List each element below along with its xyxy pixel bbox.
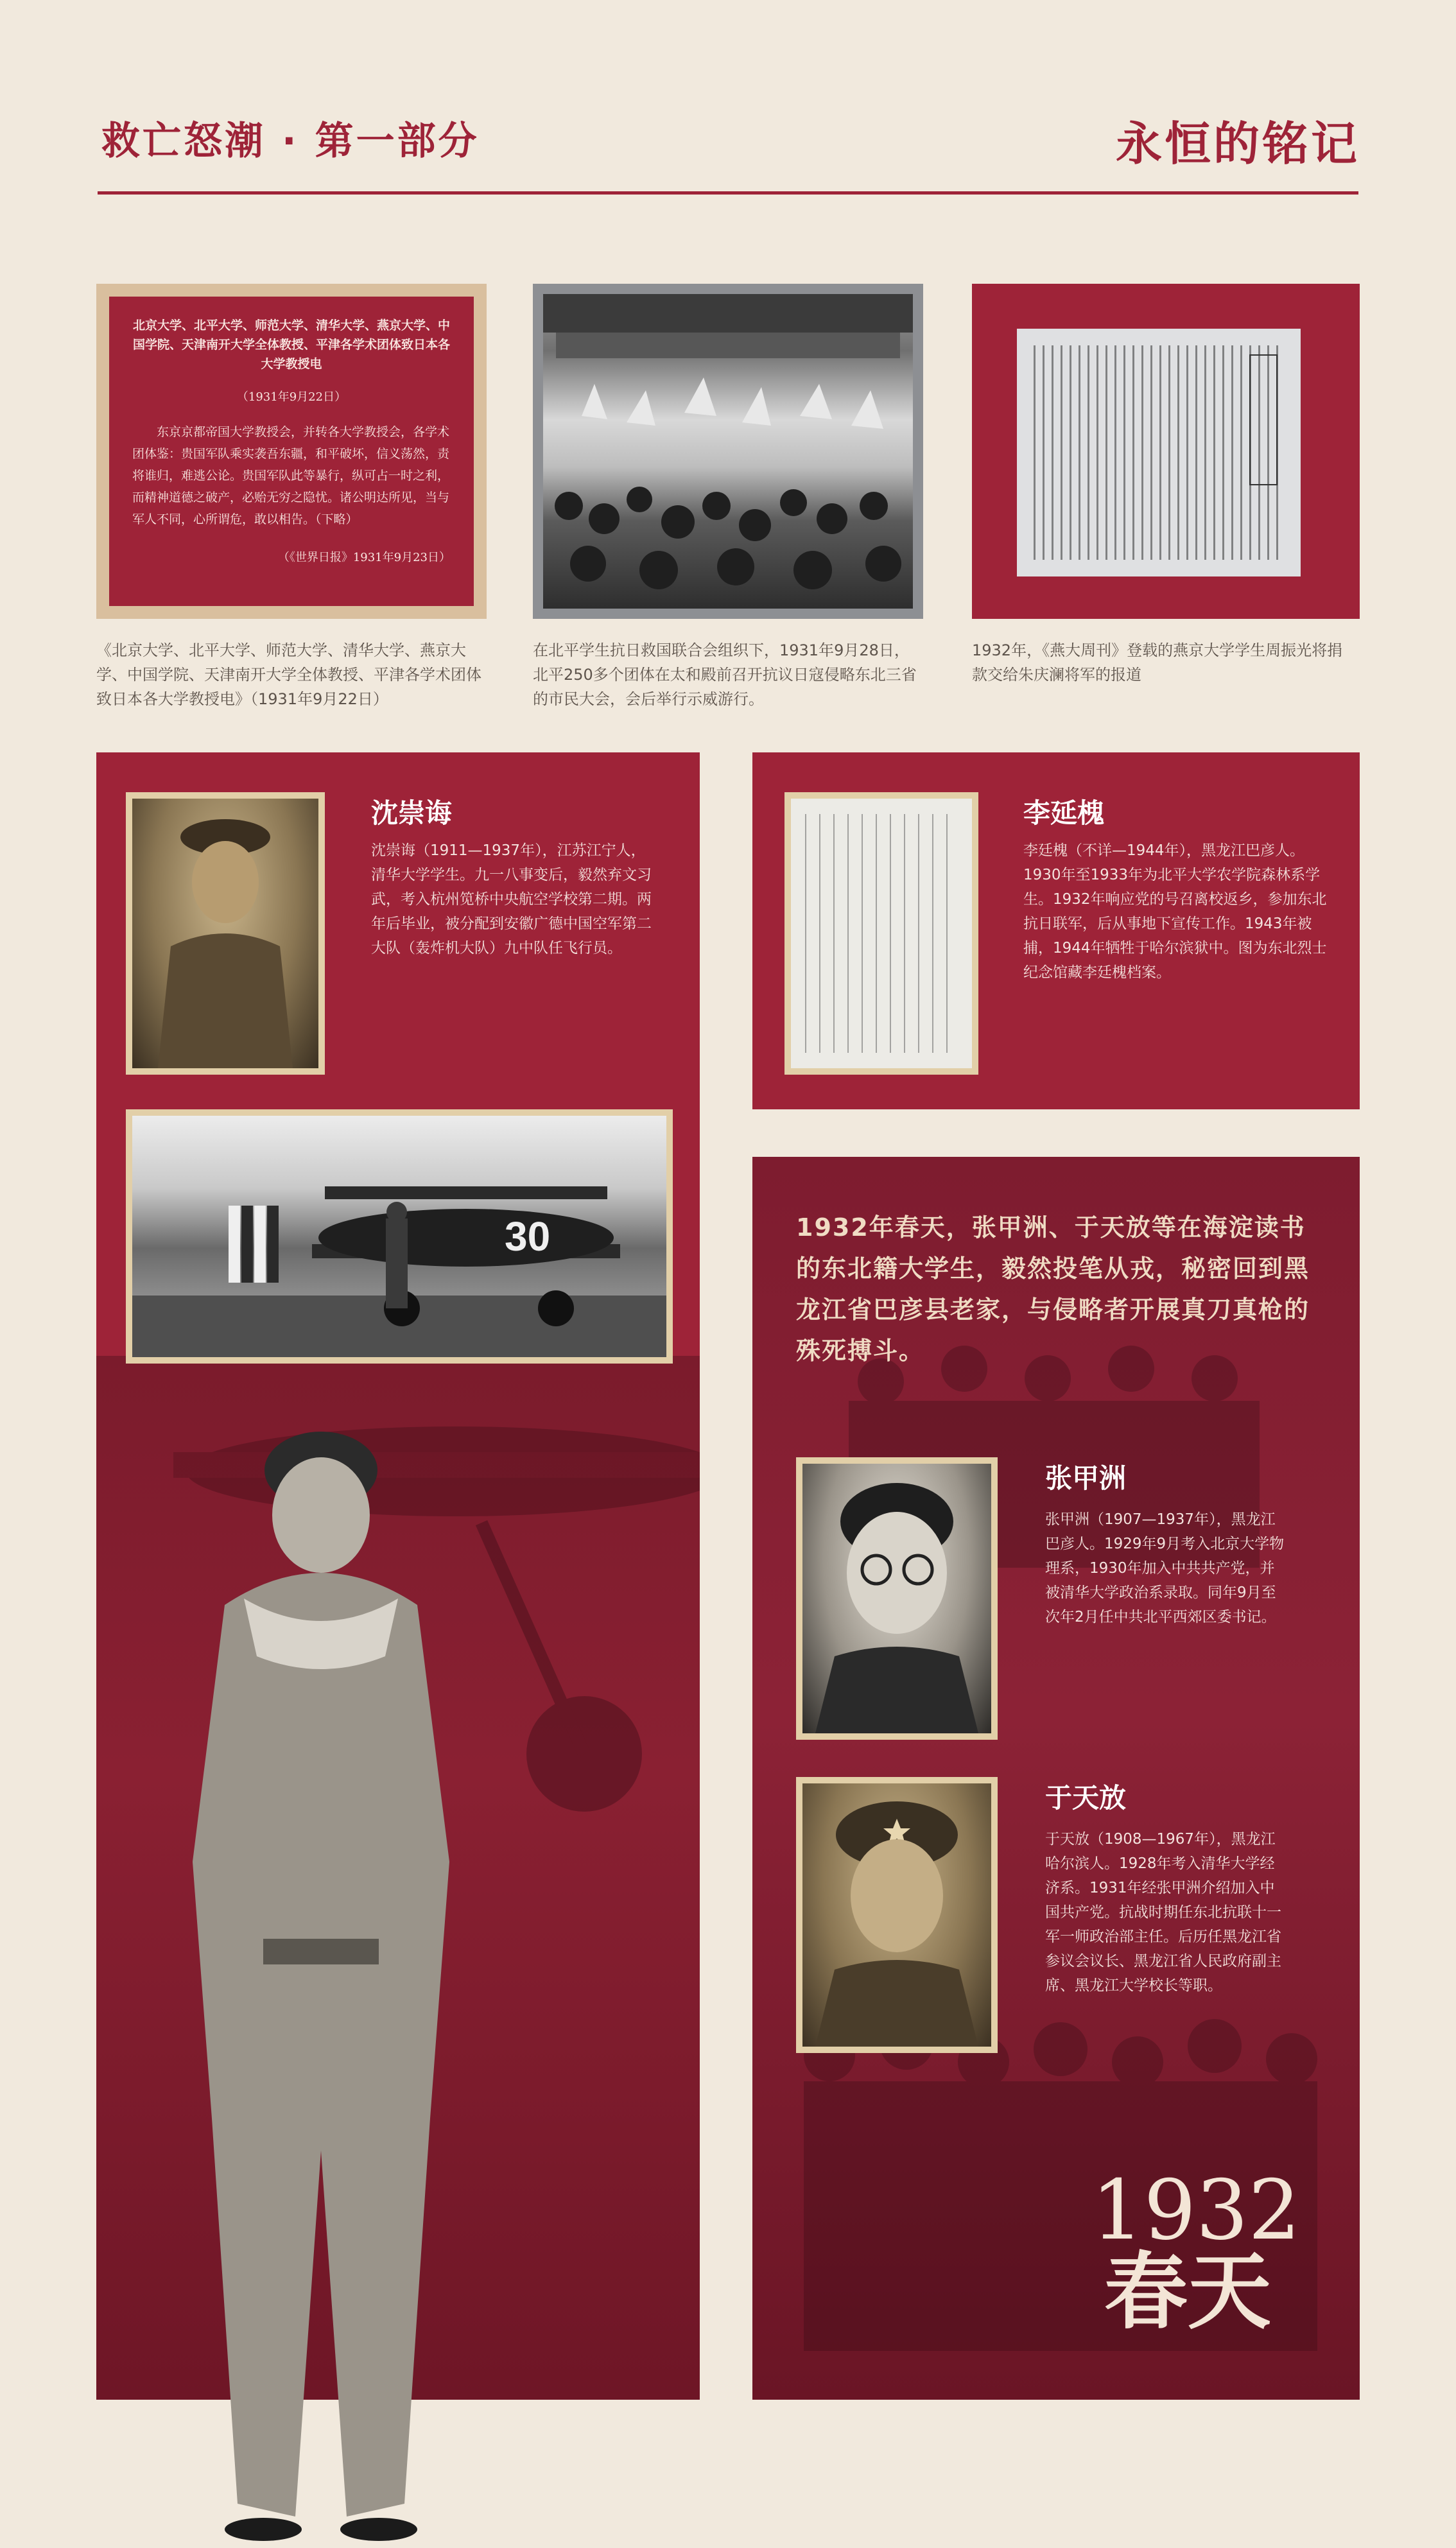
magazine-page <box>1017 329 1301 576</box>
section-title: 救亡怒潮 · 第一部分 <box>101 119 480 164</box>
main-title: 永恒的铭记 <box>1115 116 1360 171</box>
aviator-figure <box>128 1412 488 2542</box>
telegram-title: 北京大学、北平大学、师范大学、清华大学、燕京大学、中国学院、天津南开大学全体教授、平津各学术团体致日本各大学教授电 <box>132 318 450 371</box>
li-bio: 李廷槐（不详—1944年），黑龙江巴彦人。1930年至1933年为北平大学农学院森林系学生。1932年响应党的号召离校返乡，参加东北抗日联军，后从事地下宣传工作。1943年被捕，1944年牺牲于哈尔滨狱中。图为东北烈士纪念馆藏李廷槐档案。 <box>1023 842 1327 981</box>
zhang-bio: 张甲洲（1907—1937年），黑龙江巴彦人。1929年9月考入北京大学物理系，1930年加入中共共产党，并被清华大学政治系录取。同年9月至次年2月任中共北平西郊区委书记。 <box>1045 1511 1285 1625</box>
season-stamp: 春天 <box>1104 2242 1272 2341</box>
shen-portrait-image <box>132 799 318 1068</box>
zhang-name: 张甲洲 <box>1045 1462 1127 1494</box>
zhang-silhouette <box>802 1464 991 1733</box>
zhang-portrait-image <box>802 1464 991 1733</box>
yu-portrait-image <box>802 1783 991 2047</box>
magazine-clipping <box>972 284 1360 619</box>
handwritten-columns <box>805 814 958 1053</box>
shen-bio: 沈崇诲（1911—1937年），江苏江宁人，清华大学学生。九一八事变后，毅然弃文习武，考入杭州笕桥中央航空学校第二期。两年后毕业，被分配到安徽广德中国空军第二大队（轰炸机大队）九中队任飞行员。 <box>371 842 652 957</box>
telegram-source: （《世界日报》1931年9月23日） <box>277 551 451 564</box>
yu-bio: 于天放（1908—1967年），黑龙江哈尔滨人。1928年考入清华大学经济系。1931年经张甲洲介绍加入中国共产党。抗战时期任东北抗联十一军一师政治部主任。后历任黑龙江省参议会议长、黑龙江省人民政府副主席、黑龙江大学校长等职。 <box>1045 1831 1281 1994</box>
telegram-document <box>96 284 487 619</box>
magazine-text-columns <box>1034 345 1284 560</box>
telegram-document-body <box>109 297 474 606</box>
story-text: 1932年春天，张甲洲、于天放等在海淀读书的东北籍大学生，毅然投笔从戎，秘密回到黑龙江省巴彦县老家，与侵略者开展真刀真枪的殊死搏斗。 <box>796 1213 1310 1365</box>
telegram-date: （1931年9月22日） <box>236 390 347 404</box>
li-name: 李延槐 <box>1023 797 1105 829</box>
rally-caption: 在北平学生抗日救国联合会组织下，1931年9月28日，北平250多个团体在太和殿前召开抗议日寇侵略东北三省的市民大会，会后举行示威游行。 <box>533 641 917 708</box>
plane-number: 30 <box>505 1213 551 1260</box>
biplane-illustration <box>132 1116 666 1357</box>
officer-silhouette <box>132 799 318 1068</box>
magazine-headline-box <box>1249 354 1278 485</box>
yu-name: 于天放 <box>1045 1782 1127 1814</box>
rally-photo-image <box>543 294 913 609</box>
crowd-illustration <box>543 294 913 609</box>
telegram-caption: 《北京大学、北平大学、师范大学、清华大学、燕京大学、中国学院、天津南开大学全体教授、平津各学术团体致日本各大学教授电》（1931年9月22日） <box>96 641 481 708</box>
year-stamp: 1932 <box>1091 2163 1301 2258</box>
rally-photo <box>533 284 923 619</box>
zhang-portrait <box>796 1457 998 1740</box>
yu-portrait <box>796 1777 998 2053</box>
li-archive-document <box>784 792 978 1075</box>
biplane-photo <box>126 1109 673 1364</box>
magazine-caption: 1932年，《燕大周刊》登载的燕京大学学生周振光将捐款交给朱庆澜将军的报道 <box>972 641 1343 684</box>
shen-portrait <box>126 792 325 1075</box>
shen-name: 沈崇诲 <box>371 797 453 829</box>
header-divider <box>98 191 1358 195</box>
yu-silhouette <box>802 1783 991 2047</box>
telegram-text: 东京京都帝国大学教授会，并转各大学教授会，各学术团体鉴：贵国军队乘实袭吾东疆，和平破坏，信义荡然，责将谁归，难逃公论。贵国军队此等暴行，纵可占一时之利，而精神道德之破产，必贻无穷之隐忧。诸公明达所见，当与军人不同，心所谓危，敢以相告。（下略） <box>132 425 450 526</box>
li-archive-image <box>791 799 972 1068</box>
biplane-photo-image <box>132 1116 666 1357</box>
